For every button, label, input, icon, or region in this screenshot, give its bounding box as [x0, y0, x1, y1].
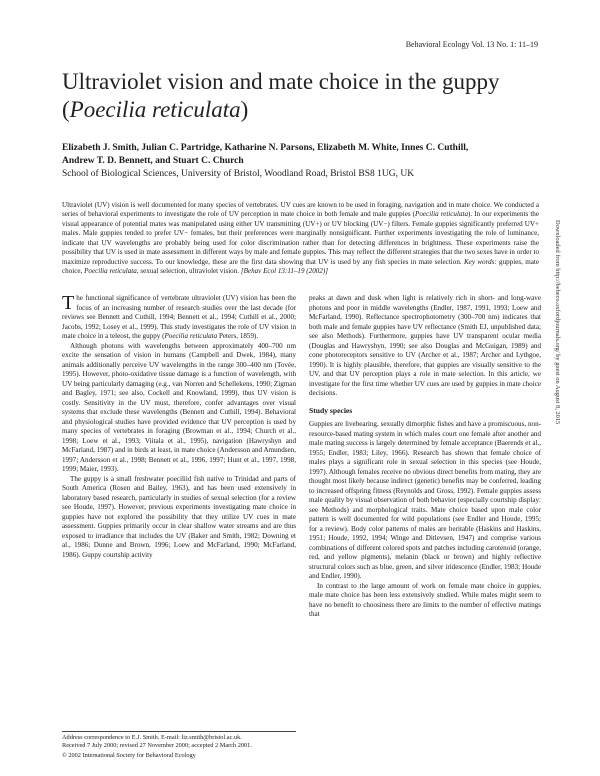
keywords-text-2: , sexual selection, ultraviolet vision.	[136, 267, 241, 276]
abstract-part-1: Ultraviolet (UV) vision is well documented for many species of vertebrates. UV cues are known to be used in foraging, navigation and in mate choice. We conducted a series of behavioral experiments to investigate the role of UV perception in mate choice in both female and male guppies (	[62, 201, 539, 219]
title-species: Poecilia reticulata	[69, 97, 241, 122]
intro-p1-text-a: he functional significance of vertebrate ultraviolet (UV) vision has been the focus of an increasing number of research studies over the last decade (for reviews see Bennett and Cuthill, 1994; Bennett et al., 1994; Cuthill et al., 2000; Jacobs, 1992; Losey et al., 1999). This study investigates the role of UV vision in mate choice in a teleost, the guppy (	[62, 294, 296, 340]
citation: [Behav Ecol 13:11–19 (2002)]	[240, 267, 328, 276]
footnote-address: Address correspondence to E.J. Smith. E-mail: liz.smith@bristol.ac.uk.	[62, 734, 242, 741]
study-species-paragraph-1: Guppies are livebearing, sexually dimorphic fishes and have a promiscuous, non-resource-based mating system in which males court one female after another and male mating success is largely determined by female acceptance (Baerends et al., 1955; Endler, 1983; Liley, 1966). Research has shown that female choice of males plays a significant role in sexual selection in this species (see Houde, 1997). Although females receive no obvious direct benefits from mating, they are thought most likely because indirect (genetic) benefits may be conferred, leading to increased offspring fitness (Reynolds and Gross, 1992). Female guppies assess male quality by visual observation of both behavior (especially courtship display: see Methods) and morphological traits. Mate choice based upon male color pattern is well documented for wild populations (see Endler and Houde, 1995; for a review). Body color patterns of males are heritable (Haskins and Haskins, 1951; Houde, 1992, 1994; Winge and Ditlevsen, 1947) and comprise various combinations of different colored spots and patches including carotenoid (orange, red, and yellow pigments), melanin (black or brown) and highly reflective structural colors such as blue, green, and silver iridescence (Endler, 1983; Houde and Endler, 1990).	[309, 420, 541, 580]
intro-paragraph-4: peaks at dawn and dusk when light is relatively rich in short- and long-wave photons and poor in middle wavelengths (Endler, 1987, 1991, 1993; Loew and McFarland, 1990). Reflectance spectrophotometry (300–700 nm) indicates that both male and female guppies have UV reflectance (Smith EJ, unpublished data; see also Methods). Furthermore, guppies have UV transparent ocular media (Douglas and Hawryshyn, 1990; see also Douglas and McGuigan, 1989) and cone photoreceptors sensitive to UV (Archer et al., 1987; Archer and Lythgoe, 1990). It is highly plausible, therefore, that guppies are visually sensitive to the UV, and that UV perception plays a role in mate selection. In this article, we investigate for the first time whether UV cues are used by guppies in mate choice decisions.	[309, 294, 541, 397]
title-close: )	[240, 97, 249, 122]
abstract-part-2: ). In our experiments the visual appearance of potential mates was manipulated using either UV transmitting (UV+) or UV blocking (UV−) filters. Female guppies significantly preferred UV+ males. Male guppies tended to prefer UV− females, but their preferences were marginally nonsignificant. Further experiments investigating the role of luminance, indicate that UV wavelengths are probably being used for color discrimination rather than for detecting differences in brightness. These experiments raise the possibility that UV is used in mate assessment in different ways by male and female guppies. This may reflect the different strategies that the two sexes have in order to maximize reproductive success. To our knowledge, these are the first data showing that UV is used by any fish species in mate selection.	[62, 210, 539, 266]
footnote	[62, 731, 296, 760]
intro-paragraph-3: The guppy is a small freshwater poeciliid fish native to Trinidad and parts of South America (Rosen and Bailey, 1963), and has been used extensively in laboratory based research, particularly in studies of sexual selection (for a review see Houde, 1997). However, previous experiments investigating mate choice in guppies have not explored the possibility that they utilize UV cues in mate assessment. Guppies primarily occur in clear shallow water streams and are thus exposed to irradiance that includes the UV (Baker and Smith, 1982; Downing et al., 1986; Dunne and Brown, 1996; Loew and McFarland, 1990; McFarland, 1986). Guppy courtship activity	[62, 474, 296, 559]
intro-paragraph-1	[62, 294, 296, 342]
body-column-right	[309, 294, 541, 620]
journal-header: Behavioral Ecology Vol. 13 No. 1: 11–19	[405, 40, 538, 49]
footnote-received: Received 7 July 2000; revised 27 November 2000; accepted 2 March 2001.	[62, 742, 252, 749]
authors-line-2: Andrew T. D. Bennett, and Stuart C. Church	[62, 155, 244, 166]
section-heading-study-species: Study species	[309, 405, 353, 415]
footnote-copyright: © 2002 International Society for Behavioral Ecology	[62, 752, 196, 759]
study-species-paragraph-2: In contrast to the large amount of work on female mate choice in guppies, male mate choice has been less extensively studied. While males might seem to have no benefit to choosiness there are limits to the number of effective matings that	[309, 581, 541, 618]
download-note-text: Downloaded from http://beheco.oxfordjournals.org/ by guest on August 8, 2015	[554, 220, 561, 425]
drop-cap: T	[62, 292, 75, 314]
body-column-left	[62, 294, 296, 560]
keywords-label: Key words:	[463, 257, 497, 266]
keywords-species: Poecilia reticulata	[84, 267, 137, 276]
intro-p1-text-b: Peters, 1859).	[217, 332, 259, 340]
author-list	[62, 142, 542, 167]
authors-line-1: Elizabeth J. Smith, Julian C. Partridge, Katharine N. Parsons, Elizabeth M. White, Innes C. Cuthill,	[62, 143, 469, 153]
title-main: Ultraviolet vision and mate choice in the guppy (	[62, 69, 500, 122]
abstract	[62, 201, 539, 277]
keywords-text: guppies, mate choice,	[62, 257, 539, 276]
affiliation: School of Biological Sciences, University of Bristol, Woodland Road, Bristol BS8 1UG, UK	[62, 169, 415, 179]
intro-p1-species: Poecilia reticulata	[164, 332, 218, 340]
download-note	[551, 220, 563, 600]
intro-paragraph-2: Although photons with wavelengths between approximately 400–700 nm excite the sensation of vision in humans (Campbell and Dwek, 1984), many animals additionally perceive UV wavelengths in the range 300–400 nm (Tovée, 1995). However, photo-oxidative tissue damage is a function of wavelength, with UV being particularly damaging (e.g., van Norren and Schellekens, 1990; Zigman and Bagley, 1971; see also, Cockell and Knowland, 1999), thus UV vision is costly. Sensitivity in the UV must, therefore, confer advantages over visual systems that exclude these wavelengths (Bennett and Cuthill, 1994). Behavioral and physiological studies have provided evidence that UV perception is used by many species of vertebrates in foraging (Browman et al., 1994; Church et al., 1998; Loew et al., 1993; Viitala et al., 1995), navigation (Hawryshyn and McFarland, 1987) and in birds at least, in mate choice (Andersson and Amundsen, 1997; Andersson et al., 1998; Bennett et al., 1996, 1997; Hunt et al., 1997, 1998, 1999; Maier, 1993).	[62, 341, 296, 473]
article-title	[62, 68, 542, 124]
abstract-species: Poecilia reticulata	[415, 210, 469, 219]
